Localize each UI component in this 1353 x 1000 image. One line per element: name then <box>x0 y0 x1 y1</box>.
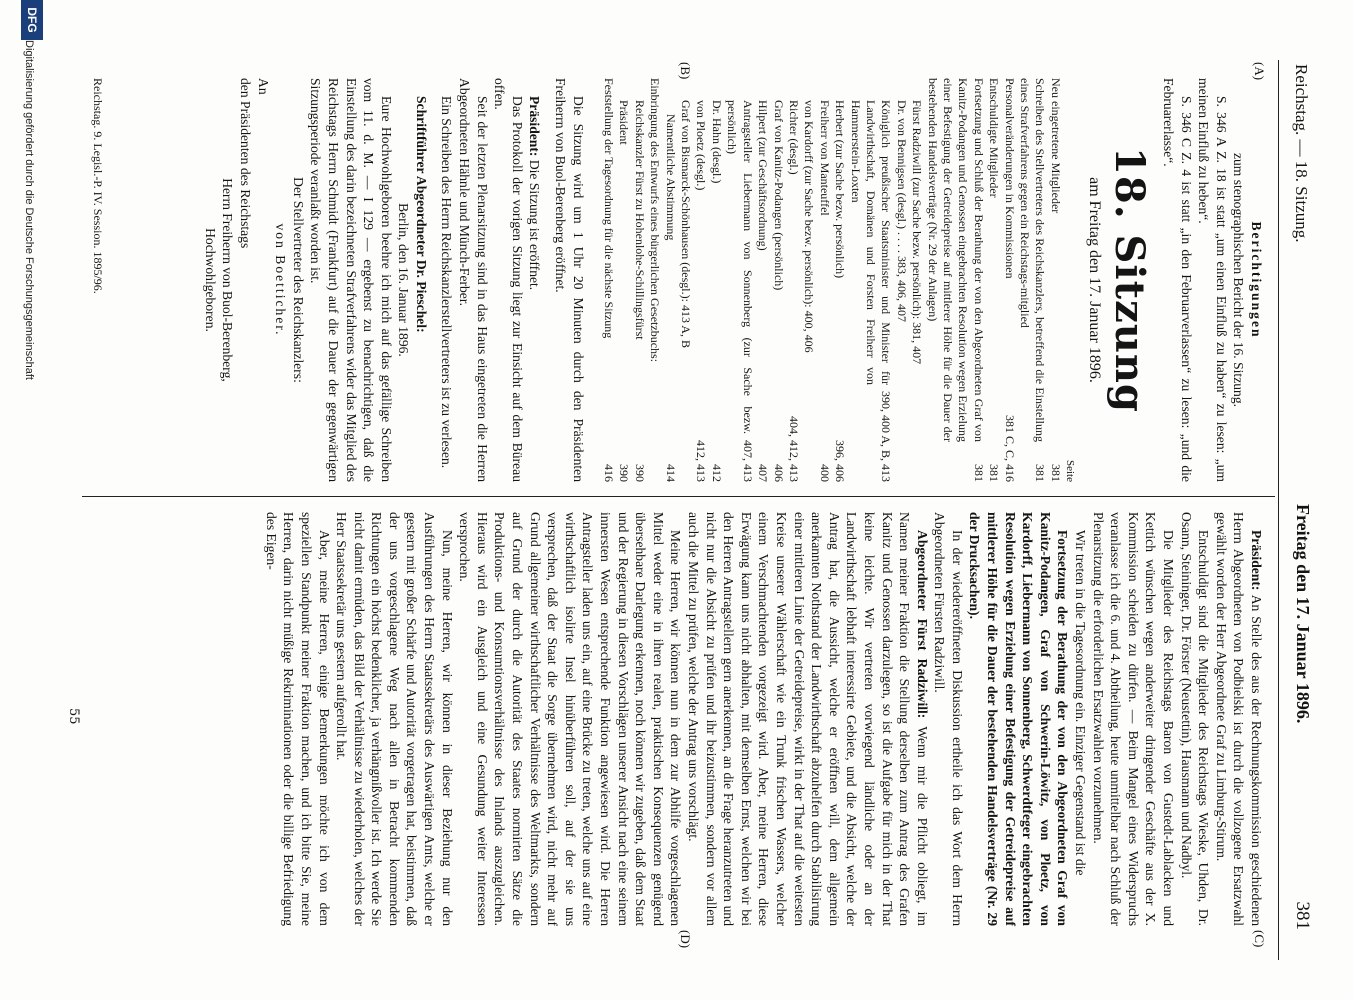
letter-address-an: An <box>255 78 271 95</box>
toc-entry <box>1047 78 1062 482</box>
toc-entry <box>924 78 986 482</box>
toc-entry-page: 407 <box>756 464 771 482</box>
header-page-number: 381 <box>1292 901 1313 930</box>
toc-entry-page: 404, 412, 413 <box>786 416 801 482</box>
toc-entry <box>647 78 662 482</box>
toc-entry-page: 400 <box>817 464 832 482</box>
letter-place-date: Berlin, den 16. Januar 1896. <box>396 203 412 357</box>
toc-entry-page: 390 <box>617 464 632 482</box>
toc-entry <box>1017 78 1048 482</box>
toc-entry <box>909 78 924 482</box>
toc-entry-page: 390, 400 A, B, 413 <box>879 390 894 482</box>
toc-entry-text: Graf von Kanitz-Podangen (persönlich) <box>771 100 786 291</box>
toc-entry-page: 412, 413 <box>694 440 709 482</box>
speaker-label: Präsident: <box>1249 530 1264 591</box>
toc-seite-label: Seite <box>1063 460 1076 482</box>
toc-entry-page: 381 C, C, 416 <box>1002 414 1017 482</box>
toc-entry-text: Dr. Hahn (desgl.) <box>709 100 724 184</box>
berichtigungen-line-2: S. 346 A Z. 18 ist statt „um einen Einfluß zu haben“ zu lesen: „um meinen Einfluß zu heben“. <box>1196 78 1229 482</box>
toc-entry-text: Präsident <box>617 100 632 145</box>
commission-paragraph: Die Mitglieder des Reichstags Baron von Gustedt-Lablacken und Kettich wünschen wegen anderweiter dringender Geschäfte aus der X. Kommission scheiden zu dürfen. — Beim Mangel eines Widerspruchs veranlasse ich die 6. und 4. Abtheilung, heute unmittelbar nach Schluß der Plenarsitzung die erforderlichen Ersatzwahlen vorzunehmen. <box>1090 512 1177 926</box>
excused-members-paragraph: Entschuldigt sind die Mitglieder des Reichstags Wieske, Uhden, Dr. Osann, Steininger, Dr. Förster (Neustettin), Hausmann und Nadbyl. <box>1178 512 1212 926</box>
header-date: Freitag den 17. Januar 1896. <box>1293 504 1313 724</box>
praesident-paragraph <box>1212 512 1265 926</box>
toc-entry <box>832 78 847 482</box>
berichtigungen-title: Berichtigungen <box>1249 221 1264 339</box>
letter-address-line-2: Herrn Freiherrn von Buol-Berenberg, <box>220 178 236 382</box>
berichtigungen-line-3: S. 346 C Z. 4 ist statt „in den Februarverlassen“ zu lesen: „und die Februarerlasse“. <box>1161 78 1194 482</box>
toc-entry <box>770 78 785 482</box>
toc-entry-text: Dr. von Bennigsen (desgl.) . . . . 383, 406, 407 <box>894 100 909 322</box>
toc-entry-text: Reichskanzler Fürst zu Hohenlohe-Schillingsfürst <box>632 100 647 340</box>
speech-text: Die Sitzung ist eröffnet. <box>527 159 543 291</box>
toc-entry-text: Richter (desgl.) <box>786 100 801 175</box>
toc-entry-page: 412 <box>709 464 724 482</box>
protokoll-paragraph: Das Protokoll der vorigen Sitzung liegt zur Einsicht auf dem Büreau offen. <box>492 78 525 482</box>
new-members-paragraph: Seit der letzten Plenarsitzung sind in das Haus eingetreten die Herren Abgeordneten Hähnle und Münch-Ferber. <box>457 78 490 482</box>
header-left: Reichstag. — 18. Sitzung. <box>1292 64 1311 243</box>
agenda-item-paragraph: Fortsetzung der Berathung der von den Abgeordneten Graf von Kanitz-Podangen, Graf von Schwerin-Löwitz, von Ploetz, von Kardorff, Liebermann von Sonnenberg, Schwerdtfeger eingebrachten Resolution wegen Erzielung einer Befestigung der Getreidepreise auf mittlerer Höhe für die Dauer der bestehenden Handelsverträge (Nr. 29 der Drucksachen). <box>967 512 1071 926</box>
speech-text: Wenn mir die Pflicht obliegt, im Namen meiner Fraktion die Stellung derselben zum Antrag des Grafen Kanitz und Genossen darzulegen, so ist die Aufgabe für mich in der That keine leichte. Wir vertreten vorwiegend ländliche oder an der Landwirthschaft lebhaft interessirte Gebiete, und die Absicht, welche der Antrag hat, die Aussicht, welche er eröffnen will, dem allgemein anerkannten Nothstand der Landwirthschaft abzuhelfen durch Stabilisirung einer mittleren Linie der Getreidepreise, wirkt in der That auf die weitesten Kreise unserer Wählerschaft wie ein Trunk frischen Wassers, welcher einem Verschmachtenden vorgezeigt wird. Aber, meine Herren, diese Erwägung kann uns nicht abhalten, mit demselben Ernst, welchen wir bei den Herren Antragstellern gern anerkennen, an die Frage heranzutreten und nicht nur die Absicht zu prüfen und ihr beizustimmen, sondern vor allem auch die Mittel zu prüfen, welche der Antrag uns vorschlägt. <box>686 512 930 926</box>
column-rule <box>82 496 1275 497</box>
speaker-label: Abgeordneter Fürst Radziwill: <box>914 530 930 719</box>
toc-entry-page: 390 <box>632 464 647 482</box>
toc-entry-text: Feststellung der Tagesordnung für die nächste Sitzung <box>602 78 617 339</box>
toc-entry <box>693 78 708 482</box>
speech-text: An Stelle des aus der Rechnungskommission geschiedenen Herrn Abgeordneten von Podbielski ist durch die vollzogene Ersatzwahl gewählt worden der Herr Abgeordnete Graf zu Limburg-Stirum. <box>1213 512 1264 926</box>
letter-address-line-1: den Präsidenten des Reichstags <box>237 78 253 249</box>
letter-address-line-3: Hochwohlgeboren. <box>202 228 218 332</box>
discussion-paragraph: In der wiedereröffneten Diskussion ertheile ich das Wort dem Herrn Abgeordneten Fürsten Radziwill. <box>932 512 965 926</box>
toc-entry <box>1001 78 1016 482</box>
page-header <box>1285 34 1313 980</box>
berichtigungen-line-1: zum stenographischen Bericht der 16. Sitzung. <box>1231 152 1247 408</box>
toc-entry-page: 407, 413 <box>740 440 755 482</box>
sitzung-date: am Freitag den 17. Januar 1896. <box>1086 177 1104 383</box>
toc-entry-text: Herbert (zur Sache bezw. persönlich) <box>833 100 848 279</box>
toc-entry-page: 381 <box>1048 464 1063 482</box>
digitization-credit: Digitalisierung gefördert durch die Deutsche Forschungsgemeinschaft <box>23 40 35 380</box>
speaker-label: Präsident: <box>527 96 543 157</box>
table-of-contents <box>601 78 1063 482</box>
toc-entry <box>801 78 816 482</box>
header-rule <box>1278 60 1279 960</box>
toc-entry-text: Antragsteller Liebermann von Sonnenberg (zur Sache bezw. persönlich) <box>725 100 755 434</box>
opening-paragraph: Die Sitzung wird um 1 Uhr 20 Minuten durch den Präsidenten Freiherrn von Buol-Berenberg eröffnet. <box>553 78 586 482</box>
toc-entry-text: von Ploetz (desgl.) <box>694 100 709 191</box>
dfg-logo: DFG <box>21 0 43 40</box>
praesident-opening <box>526 78 544 482</box>
toc-entry-text: Fürst Radziwill (zur Sache bezw. persönlich): 381, 407 <box>910 100 925 365</box>
margin-letter-c: (C) <box>1252 930 1267 948</box>
letter-signature-role: Der Stellvertreter des Reichskanzlers: <box>290 177 306 383</box>
toc-entry <box>986 78 1001 482</box>
toc-entry-text: Personalveränderungen in Kommissionen <box>1002 78 1017 279</box>
toc-entry-text: Neu eingetretene Mitglieder <box>1048 78 1063 214</box>
toc-entry-text: von Kardorff (zur Sache bezw. persönlich): 400, 406 <box>802 100 817 353</box>
right-column <box>262 512 1265 926</box>
margin-letter-a: (A) <box>1252 62 1267 81</box>
toc-entry <box>678 78 693 482</box>
margin-letter-b: (B) <box>678 62 693 80</box>
toc-entry-text: Hilpert (zur Geschäftsordnung) <box>756 100 771 251</box>
toc-entry-page: 381 <box>1033 464 1048 482</box>
schriftfuehrer-label: Schriftführer Abgeordneter Dr. Pieschel: <box>413 96 429 333</box>
radziwill-speech-paragraph <box>684 512 930 926</box>
toc-entry-page: 414 <box>663 464 678 482</box>
speech-paragraph: Aber, meine Herren, einige Bemerkungen möchte ich von dem speziellen Standpunkt meiner Fraktion machen, und ich bitte Sie, meine Herren, darin nicht müßige Rekriminationen oder die billige Befriedigung des Eigen- <box>263 512 332 926</box>
toc-entry-text: Freiherr von Manteuffel <box>817 100 832 216</box>
left-column <box>201 78 1265 482</box>
toc-entry-text: Einbringung des Entwurfs eines bürgerlichen Gesetzbuchs: <box>648 78 663 363</box>
toc-entry <box>755 78 770 482</box>
toc-entry-text: Entschuldigte Mitglieder <box>987 78 1002 198</box>
toc-entry <box>709 78 724 482</box>
toc-entry <box>662 78 677 482</box>
toc-entry-text: Fortsetzung und Schluß der Berathung der von den Abgeordneten Graf von Kanitz-Podangen und Genossen eingebrachten Resolution wegen Erzielung einer Befestigung der Getreidepreise auf mittlerer Höhe für die Dauer der bestehenden Handelsverträge (Nr. 29 der Anlagen) <box>925 78 986 442</box>
footer-left <box>90 78 105 482</box>
toc-entry-text: Graf von Bismarck-Schönhausen (desgl.): 413 A, B <box>679 100 694 348</box>
toc-entry <box>616 78 631 482</box>
letter-intro-paragraph: Ein Schreiben des Herrn Reichskanzlerstellvertreters ist zu verlesen. <box>439 96 455 469</box>
toc-entry <box>786 78 801 482</box>
toc-entry-page: 381 <box>971 464 986 482</box>
footer-sheet-number: 55 <box>66 708 81 725</box>
toc-entry <box>893 78 908 482</box>
toc-entry-page: 416 <box>602 464 617 482</box>
margin-letter-d: (D) <box>678 930 693 949</box>
toc-entry-text: Königlich preußischer Staatsminister und Minister für Landwirthschaft, Domänen und Forsten Freiherr von Hammerstein-Loxten <box>848 100 894 385</box>
toc-entry <box>601 78 616 482</box>
speech-paragraph: Meine Herren, wir können nun in dem zur Abhilfe vorgeschlagenen Mittel weder eine in ihren realen, praktischen Konsequenzen genügend übersehbare Darlegung erkennen, noch können wir zugeben, daß dem Staat und der Regierung in diesen Vorschlägen unserer Ansicht nach eine seinem innersten Wesen entsprechende Funktion angewiesen wird. Die Herren Antragsteller laden uns ein, auf eine Brücke zu treten, welche uns auf eine wirthschaftlich isolirte Insel hinüberführen soll, auf der sie uns versprechen, daß der Staat die Sorge übernehmen wird, nicht mehr auf Grund allgemeiner wirthschaftlicher Verhältnisse des Weltmarkts, sondern auf Grund der durch die Autorität des Staates normirten Sätze die Produktions- und Konsumtionsverhältnisse des Inlands auszugleichen. Hieraus wird ein Ausgleich und eine Gesundung weiter Interessen versprochen. <box>457 512 684 926</box>
toc-entry <box>631 78 646 482</box>
toc-entry-page: 381 <box>987 464 1002 482</box>
agenda-intro-paragraph: Wir treten in die Tagesordnung ein. Einziger Gegenstand ist die <box>1073 530 1089 876</box>
speech-paragraph: Nun, meine Herren, wir können in dieser Beziehung nur den Ausführungen des Herrn Staatssekretärs des Auswärtigen Amts, welche er gestern mit großer Schärfe und Autorität vorgetragen hat, beistimmen, daß der uns vorgeschlagene Weg nach allen in Betracht kommenden Richtungen ein höchst bedenklicher, ja verhängnißvoller ist. Ich werde Sie nicht damit ermüden, das Bild der Verhältnisse zu wiederholen, welches der Herr Staatssekretär uns gestern aufgerollt hat. <box>334 512 455 926</box>
toc-entry-page: 406 <box>771 464 786 482</box>
toc-entry-text: Schreiben des Stellvertreters des Reichskanzlers, betreffend die Einstellung eines Strafverfahrens gegen ein Reichstags-mitglied <box>1018 78 1048 442</box>
letter-body: Eure Hochwohlgeboren beehre ich mich auf das gefällige Schreiben vom 11. d. M. — I 129 — ergebenst zu benachrichtigen, daß die Einstellung des darin bezeichneten Strafverfahrens wider das Mitglied des Reichstags Herrn Schmidt (Frankfurt) auf die Dauer der gegenwärtigen Sitzungsperiode veranlaßt worden ist. <box>308 78 394 482</box>
toc-entry <box>816 78 831 482</box>
toc-entry-page: 396, 406 <box>833 440 848 482</box>
toc-entry <box>724 78 755 482</box>
footer-session: Reichstag. 9. Legisl.-P. IV. Session. 1895/96. <box>91 78 105 294</box>
toc-entry <box>847 78 893 482</box>
letter-signature-name: von Boetticher. <box>273 223 289 337</box>
sitzung-title: 18. Sitzung <box>1106 147 1154 413</box>
toc-entry-text: Namentliche Abstimmung <box>663 114 678 241</box>
